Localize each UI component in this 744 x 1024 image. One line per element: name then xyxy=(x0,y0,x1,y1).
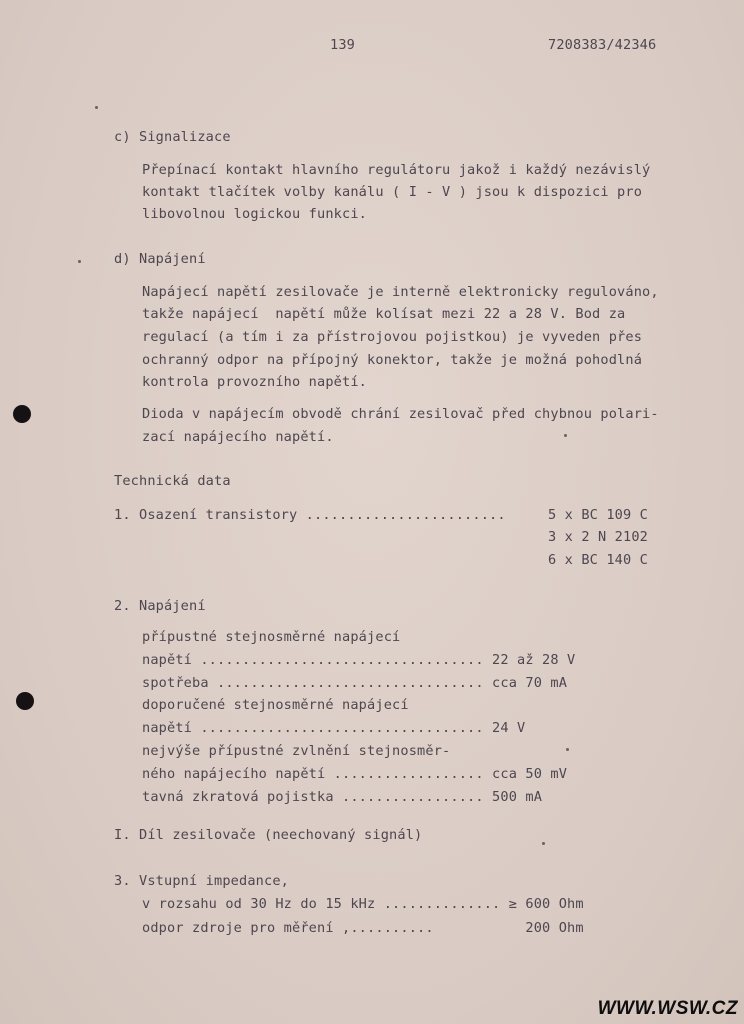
punch-hole-top xyxy=(13,405,31,423)
speck xyxy=(78,260,81,263)
section-c-line: Přepínací kontakt hlavního regulátoru jakož i každý nezávislý xyxy=(142,162,651,178)
tech-item-3-line: odpor zdroje pro měření ,.......... 200 Ohm xyxy=(142,920,584,936)
tech-item-3-line: v rozsahu od 30 Hz do 15 kHz .............. ≥ 600 Ohm xyxy=(142,896,584,912)
tech-item-2-heading: 2. Napájení xyxy=(114,598,206,614)
speck xyxy=(95,106,98,109)
tech-item-2-line: spotřeba ................................ cca 70 mA xyxy=(142,675,568,691)
section-d-line: Dioda v napájecím obvodě chrání zesilovač před chybnou polari- xyxy=(142,406,659,422)
tech-heading: Technická data xyxy=(114,473,231,489)
section-d-line: regulací (a tím i za přístrojovou pojistkou) je vyveden přes xyxy=(142,329,643,345)
tech-item-2-line: tavná zkratová pojistka ................. 500 mA xyxy=(142,789,543,805)
part-1-heading: I. Díl zesilovače (neechovaný signál) xyxy=(114,827,423,843)
section-c-line: libovolnou logickou funkci. xyxy=(142,206,368,222)
tech-item-2-line: nejvýše přípustné zvlnění stejnosměr- xyxy=(142,743,451,759)
speck xyxy=(564,434,567,437)
section-d-line: takže napájecí napětí může kolísat mezi 22 a 28 V. Bod za xyxy=(142,306,626,322)
section-d-line: Napájecí napětí zesilovače je interně elektronicky regulováno, xyxy=(142,284,659,300)
punch-hole-bottom xyxy=(16,692,34,710)
page-number: 139 xyxy=(330,37,356,53)
tech-item-1-value: 6 x BC 140 C xyxy=(548,552,649,568)
section-d-line: ochranný odpor na přípojný konektor, takže je možná pohodlná xyxy=(142,352,643,368)
section-d-heading: d) Napájení xyxy=(114,251,206,267)
tech-item-2-line: ného napájecího napětí .................. cca 50 mV xyxy=(142,766,568,782)
section-c-line: kontakt tlačítek volby kanálu ( I - V ) jsou k dispozici pro xyxy=(142,184,643,200)
tech-item-1-value: 5 x BC 109 C xyxy=(548,507,649,523)
section-c-heading: c) Signalizace xyxy=(114,129,231,145)
document-number: 7208383/42346 xyxy=(548,37,657,53)
speck xyxy=(566,748,569,751)
watermark: WWW.WSW.CZ xyxy=(597,998,738,1019)
tech-item-1-label: 1. Osazení transistory ........................ xyxy=(114,507,506,523)
section-d-line: zací napájecího napětí. xyxy=(142,429,334,445)
tech-item-2-line: doporučené stejnosměrné napájecí xyxy=(142,697,409,713)
speck xyxy=(542,842,545,845)
tech-item-1-value: 3 x 2 N 2102 xyxy=(548,529,649,545)
tech-item-2-line: přípustné stejnosměrné napájecí xyxy=(142,629,401,645)
section-d-line: kontrola provozního napětí. xyxy=(142,374,368,390)
tech-item-2-line: napětí .................................. 22 až 28 V xyxy=(142,652,576,668)
tech-item-2-line: napětí .................................. 24 V xyxy=(142,720,526,736)
tech-item-3-heading: 3. Vstupní impedance, xyxy=(114,873,290,889)
